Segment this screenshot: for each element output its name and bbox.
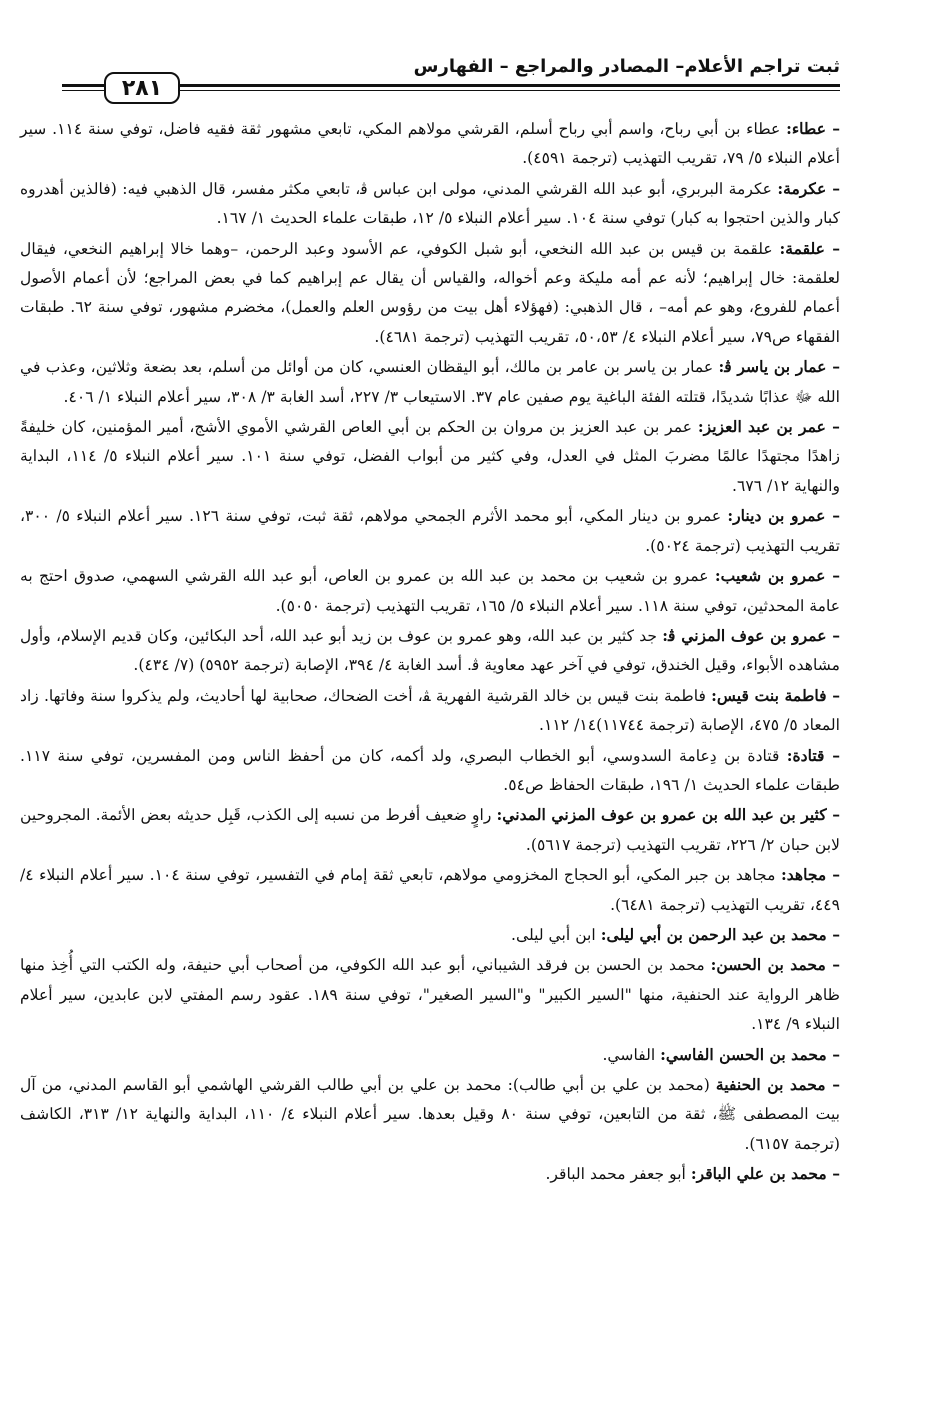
entry-name: – علقمة: <box>779 238 841 258</box>
biography-entry <box>20 920 840 950</box>
biography-entry <box>20 741 840 801</box>
entry-name: – عمار بن ياسر ﭬ: <box>718 357 840 377</box>
biography-entry <box>20 621 840 681</box>
entry-name: – محمد بن الحنفية <box>715 1075 840 1094</box>
entry-text: (محمد بن علي بن أبي طالب): محمد بن علي بن أبي طالب القرشي الهاشمي أبو القاسم المدني، من آل بيت المصطفى ﷺ، ثقة من التابعين، توفي سنة ٨٠ وقيل بعدها. سير أعلام النبلاء ٤/ ١١٠، البداية والنهاية ١٢/ ٣١٣، الكاشف (ترجمة ٦١٥٧). <box>20 1076 840 1153</box>
entry-name: – عطاء: <box>786 119 840 138</box>
entry-text: عطاء بن أبي رباح، واسم أبي رباح أسلم، القرشي مولاهم المكي، تابعي مشهور ثقة فقيه فاضل، توفي سنة ١١٤. سير أعلام النبلاء ٥/ ٧٩، تقريب التهذيب (ترجمة ٤٥٩١). <box>20 120 840 168</box>
entry-text: عمرو بن دينار المكي، أبو محمد الأثرم الجمحي مولاهم، ثقة ثبت، توفي سنة ١٢٦. سير أعلام النبلاء ٥/ ٣٠٠، تقريب التهذيب (ترجمة ٥٠٢٤). <box>20 507 840 555</box>
biography-entry <box>20 800 840 860</box>
biography-entry <box>20 114 840 174</box>
entries-list <box>20 114 840 1190</box>
biography-entry <box>20 860 840 920</box>
entry-name: – عمرو بن دينار: <box>727 506 840 526</box>
entry-name: – كثير بن عبد الله بن عمرو بن عوف المزني المدني: <box>496 805 840 825</box>
biography-entry <box>20 1040 840 1070</box>
entry-text: عكرمة البربري، أبو عبد الله القرشي المدني، مولى ابن عباس ﭬ، تابعي مكثر مفسر، قال الذهبي فيه: (فالذين أهدروه كبار والذين احتجوا به كبار) توفي سنة ١٠٤. سير أعلام النبلاء ٥/ ١٢، طبقات علماء الحديث ١/ ١٦٧. <box>20 179 840 228</box>
entry-text: محمد بن الحسن بن فرقد الشيباني، أبو عبد الله الكوفي، من أصحاب أبي حنيفة، وله الكتب التي أُخِذ منها ظاهر الرواية عند الحنفية، منها "السير الكبير" و"السير الصغير"، توفي سنة ١٨٩. عقود رسم المفتي لابن عابدين، سير أعلام النبلاء ٩/ ١٣٤. <box>20 956 840 1034</box>
entry-text: جد كثير بن عبد الله، وهو عمرو بن عوف بن زيد أبو عبد الله، أحد البكائين، وكان قديم الإسلام، وأول مشاهده الأبواء، وقيل الخندق، توفي في آخر عهد معاوية ﭬ. أسد الغابة ٤/ ٣٩٤، الإصابة (ترجمة ٥٩٥٢) (٧/ ٤٣٤). <box>20 626 840 675</box>
entry-name: – محمد بن الحسن: <box>710 955 840 975</box>
page-number: ٢٨١ <box>104 72 180 104</box>
biography-entry <box>20 234 840 353</box>
entry-name: – محمد بن الحسن الفاسي: <box>660 1044 840 1064</box>
entry-name: – محمد بن علي الباقر: <box>690 1164 840 1184</box>
biography-entry <box>20 174 840 234</box>
biography-entry <box>20 1070 840 1159</box>
biography-entry <box>20 561 840 621</box>
entry-text: أبو جعفر محمد الباقر. <box>545 1165 691 1184</box>
entry-text: عمرو بن شعيب بن محمد بن عبد الله بن عمرو بن العاص، أبو عبد الله القرشي السهمي، صدوق احتج به عامة المحدثين، توفي سنة ١١٨. سير أعلام النبلاء ٥/ ١٦٥، تقريب التهذيب (ترجمة ٥٠٥٠). <box>20 567 840 615</box>
entry-text: عمر بن عبد العزيز بن مروان بن الحكم بن أبي العاص القرشي الأموي الأشج، أمير المؤمنين، كان خليفةً زاهدًا مجتهدًا عالمًا مضربَ المثل في العدل، وفي كثير من أبواب الفضل، توفي سنة ١٠١. سير أعلام النبلاء ٥/ ١١٤، البداية والنهاية ١٢/ ٦٧٦. <box>20 418 841 495</box>
biography-entry <box>20 1159 840 1189</box>
biography-entry <box>20 501 840 561</box>
entry-name: – قتادة: <box>786 745 840 765</box>
entry-name: – محمد بن عبد الرحمن بن أبي ليلى: <box>600 924 840 944</box>
entry-text: علقمة بن قيس بن عبد الله النخعي، أبو شبل الكوفي، عم الأسود وعبد الرحمن، –وهما خالا إبراهيم النخعي، فيقال لعلقمة: خال إبراهيم؛ لأنه عم أمه مليكة وعم أخواله، والقياس أن يقال عم إبراهيم كما في بعض المراجع؛ لأن أعمام الأصول أعمام للفروع، وهو عم أمه– ، قال الذهبي: (فهؤلاء أهل بيت من رؤوس العلم والعمل)، مخضرم مشهور، توفي سنة ٦٢. طبقات الفقهاء ص٧٩، سير أعلام النبلاء ٤/ ٥٠،٥٣، تقريب التهذيب (ترجمة ٤٦٨١). <box>20 239 840 346</box>
entry-name: – مجاهد: <box>780 865 841 885</box>
running-header <box>62 50 840 102</box>
header-title: ثبت تراجم الأعلام– المصادر والمراجع – الفهارس <box>413 56 840 77</box>
biography-entry <box>20 681 840 741</box>
entry-name: – عكرمة: <box>777 178 840 198</box>
entry-text: الفاسي. <box>602 1045 661 1064</box>
entry-name: – عمر بن عبد العزيز: <box>697 417 840 437</box>
entry-name: – عمرو بن عوف المزني ﭬ: <box>662 625 840 645</box>
biography-entry <box>20 950 840 1039</box>
biography-entry <box>20 352 840 412</box>
biography-entry <box>20 412 840 501</box>
entry-name: – عمرو بن شعيب: <box>714 566 840 586</box>
entry-text: فاطمة بنت قيس بن خالد القرشية الفهرية ﭭ، أخت الضحاك، صحابية لها أحاديث، ولم يذكروا سنة وفاتها. زاد المعاد ٥/ ٤٧٥، الإصابة (ترجمة ١١٧٤٤)١٤/ ١١٢. <box>20 686 840 735</box>
entry-text: ابن أبي ليلى. <box>511 925 601 944</box>
entry-name: – فاطمة بنت قيس: <box>711 685 841 705</box>
entry-text: قتادة بن دِعامة السدوسي، أبو الخطاب البصري، ولد أكمه، كان من أحفظ الناس ومن المفسرين، توفي سنة ١١٧. طبقات علماء الحديث ١/ ١٩٦، طبقات الحفاظ ص٥٤. <box>20 746 840 794</box>
entry-text: مجاهد بن جبر المكي، أبو الحجاج المخزومي مولاهم، تابعي ثقة إمام في التفسير، توفي سنة ١٠٤. سير أعلام النبلاء ٤/ ٤٤٩، تقريب التهذيب (ترجمة ٦٤٨١). <box>20 866 840 914</box>
entry-text: عمار بن ياسر بن عامر بن مالك، أبو اليقظان العنسي، كان من أوائل من أسلم، بعد بضعة وثلاثين، وعذب في الله ﷻ عذابًا شديدًا، قتلته الفئة الباغية يوم صفين عام ٣٧. الاستيعاب ٣/ ٢٢٧، أسد الغابة ٣/ ٣٠٨، سير أعلام النبلاء ١/ ٤٠٦. <box>20 358 840 406</box>
entry-text: راوٍ ضعيف أفرط من نسبه إلى الكذب، قَبِل حديثه بعض الأئمة. المجروحين لابن حبان ٢/ ٢٢٦، تقريب التهذيب (ترجمة ٥٦١٧). <box>20 806 840 854</box>
